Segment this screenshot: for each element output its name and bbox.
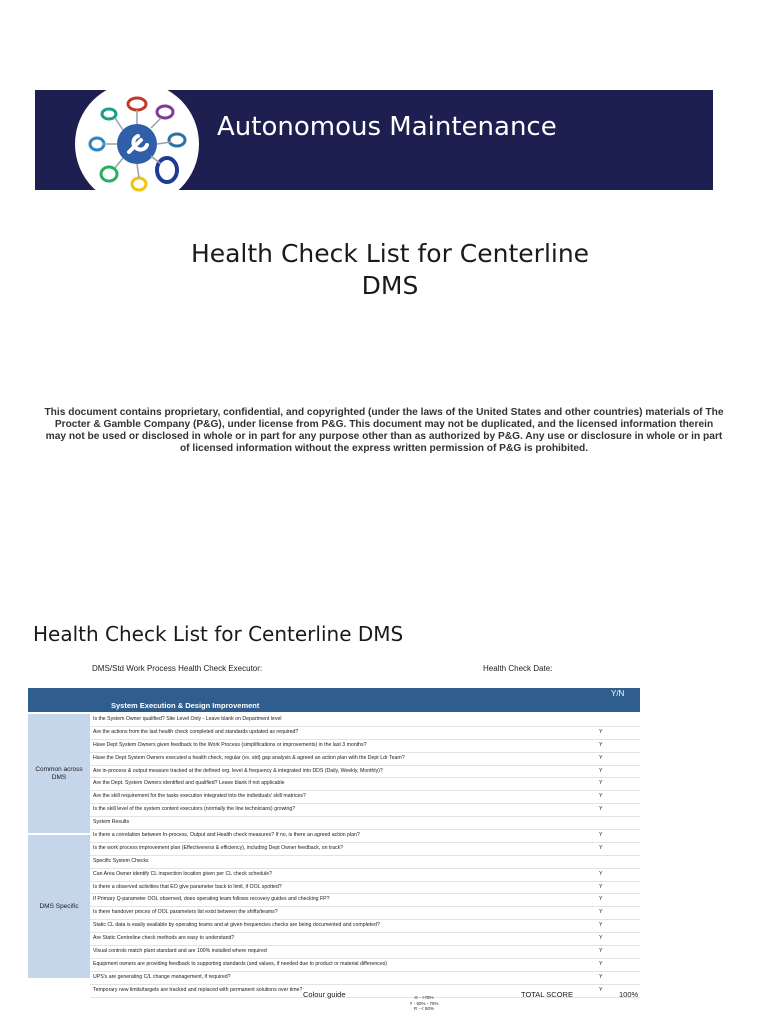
colour-guide [404, 995, 444, 1012]
table-row [90, 766, 640, 779]
answer-cell[interactable]: Y [599, 973, 603, 980]
table-row [90, 856, 640, 869]
answer-cell[interactable]: Y [599, 883, 603, 890]
question-text: UPS's are generating C/L change management, if required? [93, 973, 231, 980]
question-text: Specific System Checks [93, 857, 149, 864]
question-text: Can Area Owner identify CL inspection location given per CL check schedule? [93, 870, 272, 877]
answer-cell[interactable]: Y [599, 780, 603, 787]
document-title [140, 238, 640, 302]
banner-title: Autonomous Maintenance [217, 112, 557, 142]
header-banner [35, 90, 713, 190]
question-text: If Primary Q-parameter OOL observed, does operating team follows recovery guides and checking FP? [93, 896, 330, 903]
question-text: Are the actions from the last health check completed and standards updated as required? [93, 728, 299, 735]
question-text: Have Dept System Owners given feedback to the Work Process (simplifications or improvements) in the last 3 months? [93, 741, 367, 748]
document-title-line-1: Health Check List for Centerline [190, 239, 590, 268]
table-row [90, 791, 640, 804]
answer-cell[interactable]: Y [599, 986, 603, 993]
question-text: Is there handover proces of OOL parameters list exist between the shifts/teams? [93, 909, 278, 916]
question-text: Are Static Centreline check methods are easy to understand? [93, 935, 235, 942]
answer-cell[interactable]: Y [599, 948, 603, 955]
wrench-logo-icon [75, 82, 199, 206]
table-row [90, 830, 640, 843]
question-text: Equipment owners are providing feedback to supporting standards (and values, if needed due to product or material differences) [93, 960, 388, 967]
disclaimer-text: This document contains proprietary, confidential, and copyrighted (under the laws of the United States and other countries) materials of The Procter & Gamble Company (P&G), under license from P&G. This document may not be duplicated, and the licensed information therein may not be used or disclosed in whole or in part for any purpose other than as authorized by P&G. Any use or disclosure in whole or in part of licensed information without the express written permission of P&G is prohibited. [44, 407, 724, 454]
category-dms-specific: DMS Specific [28, 835, 90, 978]
answer-cell[interactable]: Y [599, 741, 603, 748]
category-common: Common across DMS [28, 714, 90, 833]
question-text: Is there a correlation between In-process, Output and Health check measures? If no, is there an agreed action plan? [93, 832, 360, 839]
logo [75, 82, 199, 206]
question-text: Temporary new limits/targets are tracked and replaced with permanent solutions over time? [93, 986, 303, 993]
table-row [90, 869, 640, 882]
answer-cell[interactable]: Y [599, 922, 603, 929]
colour-guide-label: Colour guide [303, 990, 346, 999]
table-row [90, 972, 640, 985]
total-score-label: TOTAL SCORE [521, 990, 573, 999]
answer-cell[interactable]: Y [599, 767, 603, 774]
question-text: Static CL data is easily available by operating teams and at given frequencies checks are being documented and completed? [93, 922, 380, 929]
table-row [90, 804, 640, 817]
answer-cell[interactable]: Y [599, 832, 603, 839]
table-row [90, 727, 640, 740]
guide-line-red: R - < 50% [413, 1006, 435, 1011]
table-row [90, 882, 640, 895]
table-row [90, 959, 640, 972]
yn-header: Y/N [611, 689, 625, 698]
total-score-value: 100% [619, 990, 639, 999]
table-row [90, 920, 640, 933]
question-text: Is the work process improvement plan (Effectiveness & efficiency), including Dept Owner feedback, on track? [93, 844, 344, 851]
answer-cell[interactable]: Y [599, 806, 603, 813]
table-row [90, 894, 640, 907]
question-text: Visual controls match plant standard and are 100% installed where required [93, 948, 267, 955]
section-header: System Execution & Design Improvement [111, 701, 260, 710]
question-text: System Results [93, 819, 130, 826]
table-row [90, 753, 640, 766]
table-row [90, 907, 640, 920]
answer-cell[interactable]: Y [599, 935, 603, 942]
answer-cell[interactable]: Y [599, 793, 603, 800]
answer-cell[interactable]: Y [599, 754, 603, 761]
executor-label: DMS/Std Work Process Health Check Executor: [92, 664, 263, 673]
question-text: Is the System Owner qualified? Site Level Only - Leave blank on Department level [93, 716, 282, 722]
answer-cell[interactable]: Y [599, 909, 603, 916]
table-row [90, 946, 640, 959]
table-header [28, 688, 640, 712]
document-title-line-2: DMS [361, 271, 419, 300]
table-row [90, 778, 640, 791]
answer-cell[interactable]: Y [599, 960, 603, 967]
question-text: Have the Dept System Owners executed a health check, regular (vs. std) gap analysis & agreed an action plan with the Dept Ldr Team? [93, 754, 405, 761]
answer-cell[interactable]: Y [599, 896, 603, 903]
date-label: Health Check Date: [483, 664, 553, 673]
guide-line-yellow: Y - 50% - 75% [409, 1000, 439, 1006]
table-row [90, 843, 640, 856]
table-row [90, 714, 640, 727]
table-row [90, 817, 640, 830]
answer-cell[interactable]: Y [599, 728, 603, 735]
checklist-rows [90, 714, 640, 998]
answer-cell[interactable]: Y [599, 870, 603, 877]
guide-line-green: G - >75% [414, 995, 434, 1000]
question-text: Are in-process & output measure tracked at the defined org. level & frequency & integrated into DDS (Daily, Weekly, Monthly)? [93, 767, 383, 774]
question-text: Is there a observed activities that EO give parameter back to limit, if OOL spotted? [93, 883, 282, 890]
table-row [90, 740, 640, 753]
checklist-title: Health Check List for Centerline DMS [33, 622, 404, 646]
question-text: Are the skill requirement for the tasks execution integrated into the individuals' skill matrices? [93, 793, 306, 800]
table-row [90, 933, 640, 946]
question-text: Is the skill level of the system content executors (normally the line technicians) growing? [93, 806, 296, 813]
answer-cell[interactable]: Y [599, 844, 603, 851]
question-text: Are the Dept. System Owners identified and qualified? Leave blank if not applicable [93, 780, 285, 787]
